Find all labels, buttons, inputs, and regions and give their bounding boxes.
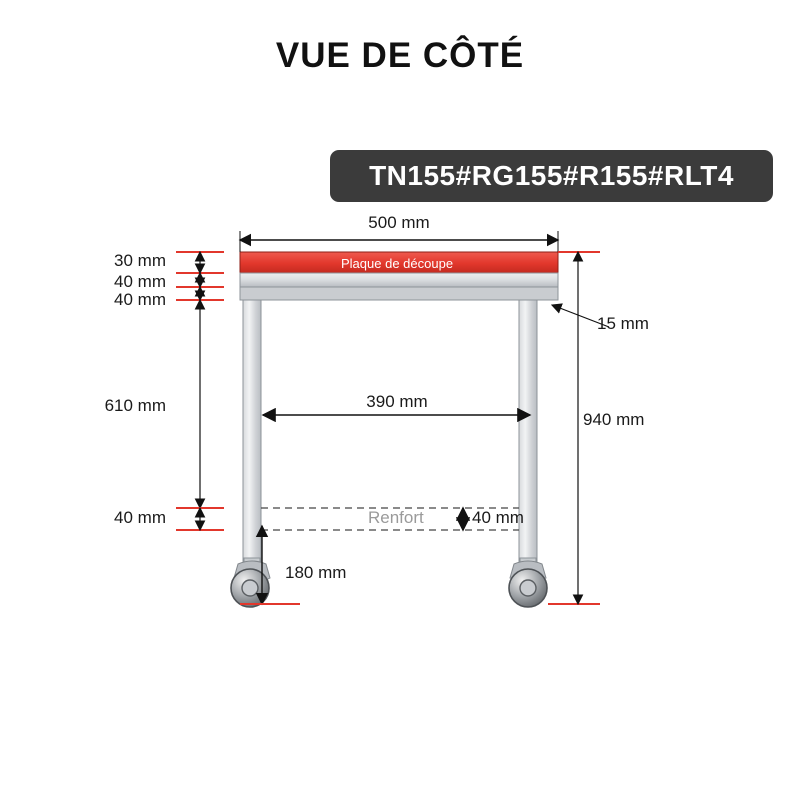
- product-reference-badge: TN155#RG155#R155#RLT4: [330, 150, 773, 202]
- dim-frame-under: 40 mm: [114, 290, 166, 309]
- dim-total-height: 940 mm: [583, 410, 645, 429]
- reinforcement-label: Renfort: [368, 508, 424, 527]
- cutting-board-label: Plaque de découpe: [341, 256, 454, 271]
- dim-leg-thickness: 15 mm: [597, 314, 649, 333]
- dim-inner-width: 390 mm: [366, 392, 428, 411]
- dim-cutting-board-thickness: 30 mm: [114, 251, 166, 270]
- dim-leg-height: 610 mm: [104, 396, 166, 415]
- dim-width-top: 500 mm: [368, 213, 430, 232]
- dim-frame-top: 40 mm: [114, 272, 166, 291]
- dim-reinforcement-thickness: 40 mm: [472, 508, 524, 527]
- dim-caster-height: 180 mm: [285, 563, 347, 582]
- dim-reinforcement-offset: 40 mm: [114, 508, 166, 527]
- page-title: VUE DE CÔTÉ: [275, 36, 525, 75]
